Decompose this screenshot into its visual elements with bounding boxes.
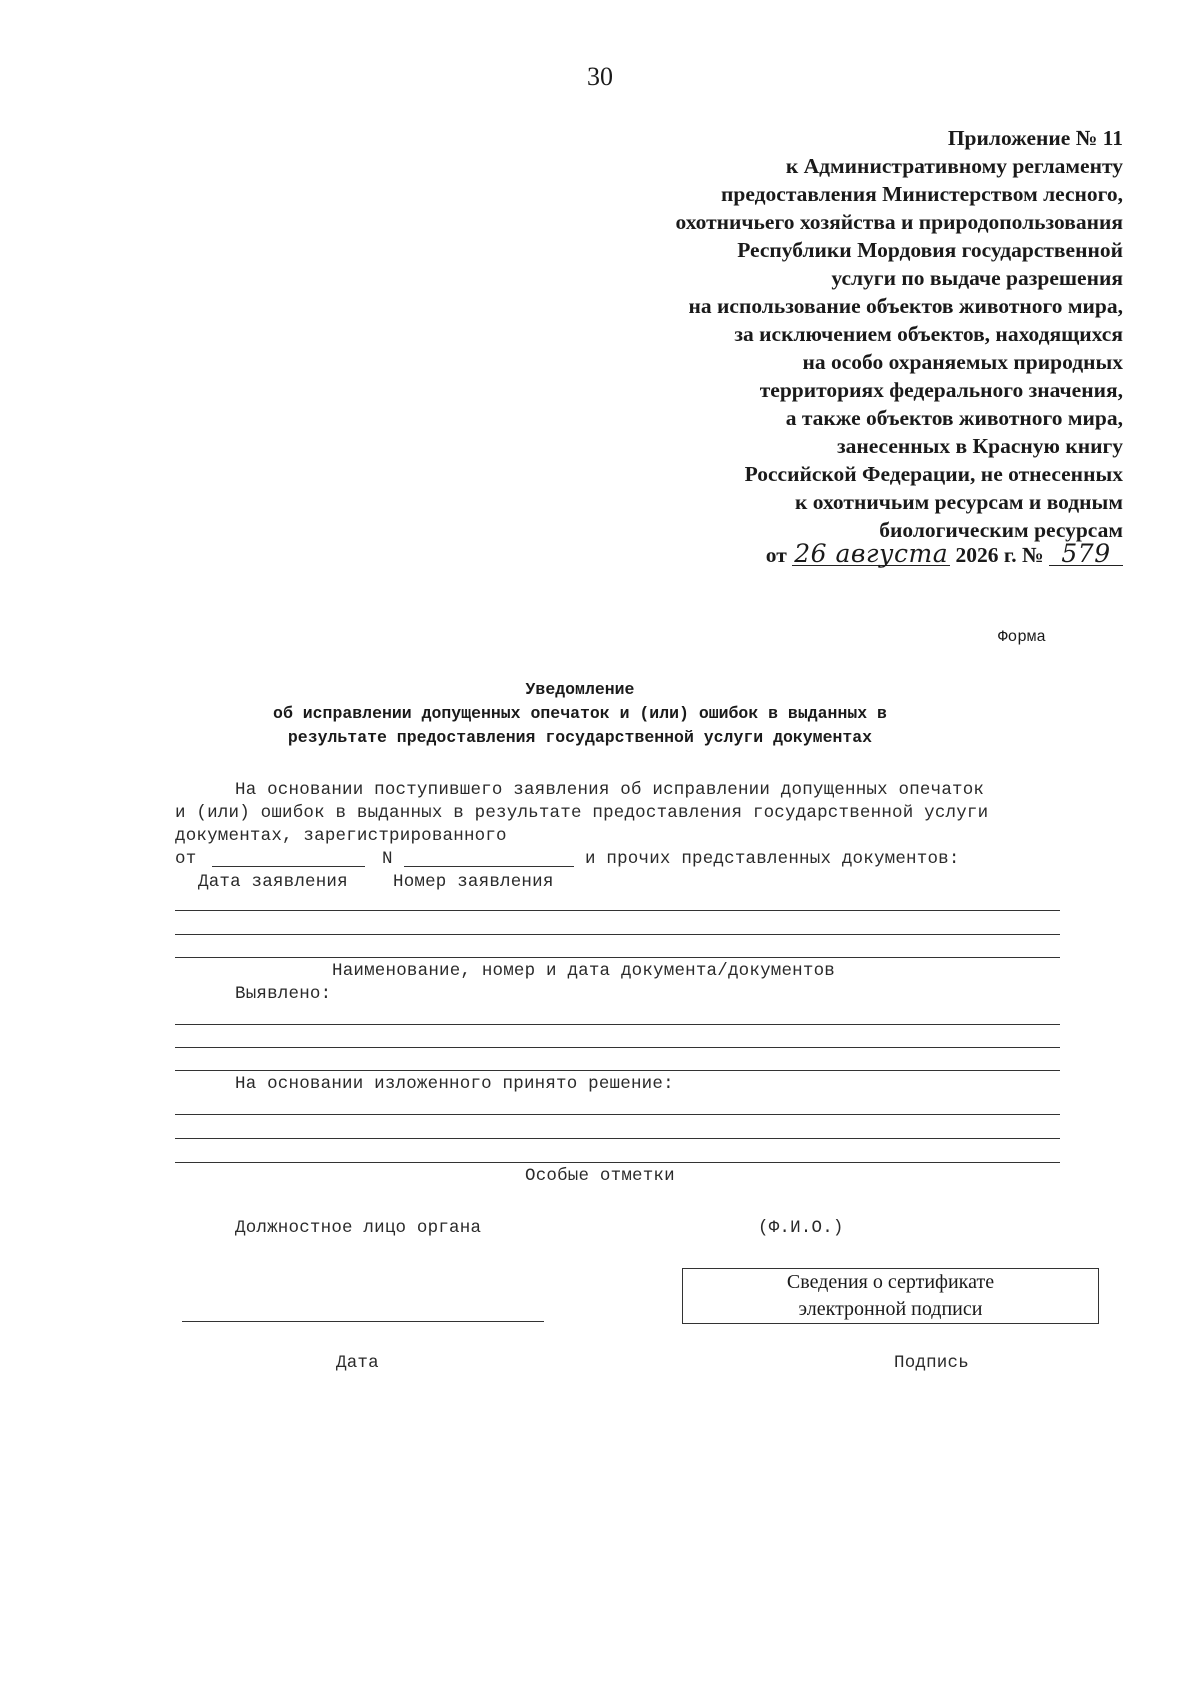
regulation-date-line (765, 539, 1123, 568)
number-blank-line (404, 866, 574, 867)
from-row (175, 849, 196, 869)
appendix-line: к охотничьим ресурсам и водным (795, 490, 1123, 514)
notice-title: Уведомление (525, 680, 635, 699)
appendix-line: Приложение № 11 (947, 126, 1123, 150)
fio-label: (Ф.И.О.) (758, 1218, 844, 1238)
number-hint: Номер заявления (393, 872, 554, 892)
documents-hint: Наименование, номер и дата документа/документов (332, 961, 835, 981)
appendix-line: за исключением объектов, находящихся (734, 322, 1123, 346)
page-number: 30 (587, 62, 613, 91)
appendix-line: занесенных в Красную книгу (836, 434, 1123, 458)
official-label: Должностное лицо органа (235, 1218, 482, 1238)
decision-line-1 (175, 1114, 1060, 1115)
date-prefix: от (765, 543, 787, 567)
notice-subtitle-1: об исправлении допущенных опечаток и (или) ошибок в выданных в (273, 704, 887, 723)
appendix-line: предоставления Министерством лесного, (721, 182, 1123, 206)
decision-line-3 (175, 1162, 1060, 1163)
handwritten-number: 579 (1049, 543, 1123, 566)
n-label: N (382, 849, 393, 869)
date-blank-line (212, 866, 365, 867)
appendix-line: на использование объектов животного мира, (688, 294, 1123, 318)
form-label: Форма (998, 628, 1047, 646)
appendix-header (503, 124, 1123, 544)
notice-subtitle-2: результате предоставления государственной услуги документах (287, 728, 873, 747)
year-label: 2026 г. № (955, 543, 1044, 567)
appendix-line: услуги по выдаче разрешения (831, 266, 1123, 290)
handwritten-date: 26 августа (794, 539, 949, 568)
detected-line-2 (175, 1047, 1060, 1048)
appendix-line: Республики Мордовия государственной (737, 238, 1123, 262)
body-line-1: На основании поступившего заявления об исправлении допущенных опечаток (235, 780, 985, 800)
appendix-line: территориях федерального значения, (759, 378, 1123, 402)
decision-label: На основании изложенного принято решение: (235, 1074, 674, 1094)
detected-line-1 (175, 1024, 1060, 1025)
appendix-line: охотничьего хозяйства и природопользования (675, 210, 1123, 234)
appendix-line: Российской Федерации, не отнесенных (744, 462, 1123, 486)
sig-box-line-2: электронной подписи (798, 1298, 983, 1320)
documents-line-2 (175, 934, 1060, 935)
appendix-line: на особо охраняемых природных (802, 350, 1123, 374)
date-hint: Дата заявления (198, 872, 348, 892)
date-signature-line (182, 1321, 544, 1322)
documents-line-1 (175, 910, 1060, 911)
decision-line-2 (175, 1138, 1060, 1139)
appendix-line: а также объектов животного мира, (785, 406, 1123, 430)
appendix-line: биологическим ресурсам (879, 518, 1123, 542)
signature-label: Подпись (894, 1353, 969, 1373)
documents-line-3 (175, 957, 1060, 958)
special-marks-label: Особые отметки (525, 1166, 675, 1186)
appendix-line: к Административному регламенту (785, 154, 1123, 178)
body-line-3: документах, зарегистрированного (175, 826, 507, 846)
rest-label: и прочих представленных документов: (585, 849, 960, 869)
sig-box-line-1: Сведения о сертификате (786, 1271, 995, 1293)
body-line-2: и (или) ошибок в выданных в результате предоставления государственной услуги (175, 803, 989, 823)
detected-label: Выявлено: (235, 984, 332, 1004)
detected-line-3 (175, 1070, 1060, 1071)
from-label: от (175, 849, 197, 869)
date-label: Дата (336, 1353, 379, 1373)
e-signature-certificate-box (682, 1268, 1099, 1324)
